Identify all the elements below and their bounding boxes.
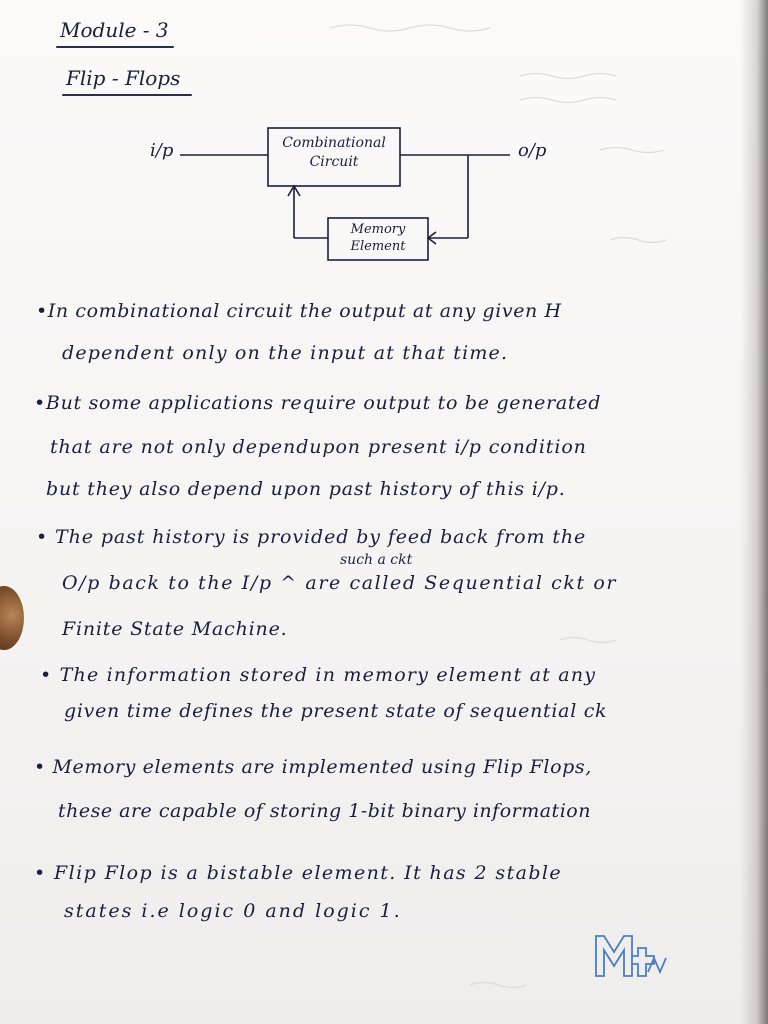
- note-line-1: •In combinational circuit the output at any given H: [36, 300, 562, 322]
- note-line-9: • The information stored in memory element at any: [40, 664, 597, 686]
- topic-heading-underline: [62, 94, 192, 96]
- note-line-11: • Memory elements are implemented using Flip Flops,: [34, 756, 592, 778]
- page-edge-shadow: [740, 0, 768, 1024]
- module-heading-underline: [56, 46, 174, 48]
- combinational-box-label: [268, 134, 400, 172]
- module-heading: Module - 3: [60, 18, 169, 42]
- topic-heading: Flip - Flops: [66, 66, 181, 90]
- insertion-note: such a ckt: [340, 552, 413, 568]
- note-line-4: that are not only dependupon present i/p condition: [50, 436, 587, 458]
- note-line-14: states i.e logic 0 and logic 1.: [64, 900, 402, 922]
- input-label: i/p: [150, 140, 174, 161]
- note-line-7: O/p back to the I/p ^ are called Sequential ckt or: [62, 572, 618, 594]
- note-line-3: •But some applications require output to be generated: [34, 392, 602, 414]
- output-label: o/p: [518, 140, 547, 161]
- memory-box-label: [328, 221, 428, 255]
- binding-punch-hole: [0, 586, 24, 650]
- note-line-8: Finite State Machine.: [62, 618, 288, 640]
- combinational-label-line2: Circuit: [309, 154, 359, 170]
- sequential-circuit-diagram: [150, 120, 590, 270]
- note-line-12: these are capable of storing 1-bit binary information: [58, 800, 591, 822]
- note-line-5: but they also depend upon past history of this i/p.: [46, 478, 566, 500]
- note-line-2: dependent only on the input at that time.: [62, 342, 509, 364]
- memory-label-line2: Element: [350, 239, 406, 254]
- combinational-label-line1: Combinational: [282, 135, 386, 151]
- note-line-6: • The past history is provided by feed back from the: [36, 526, 587, 548]
- memory-label-line1: Memory: [350, 222, 406, 237]
- note-line-13: • Flip Flop is a bistable element. It has 2 stable: [34, 862, 563, 884]
- mtv-logo: [592, 932, 670, 982]
- note-line-10: given time defines the present state of sequential ck: [64, 700, 608, 722]
